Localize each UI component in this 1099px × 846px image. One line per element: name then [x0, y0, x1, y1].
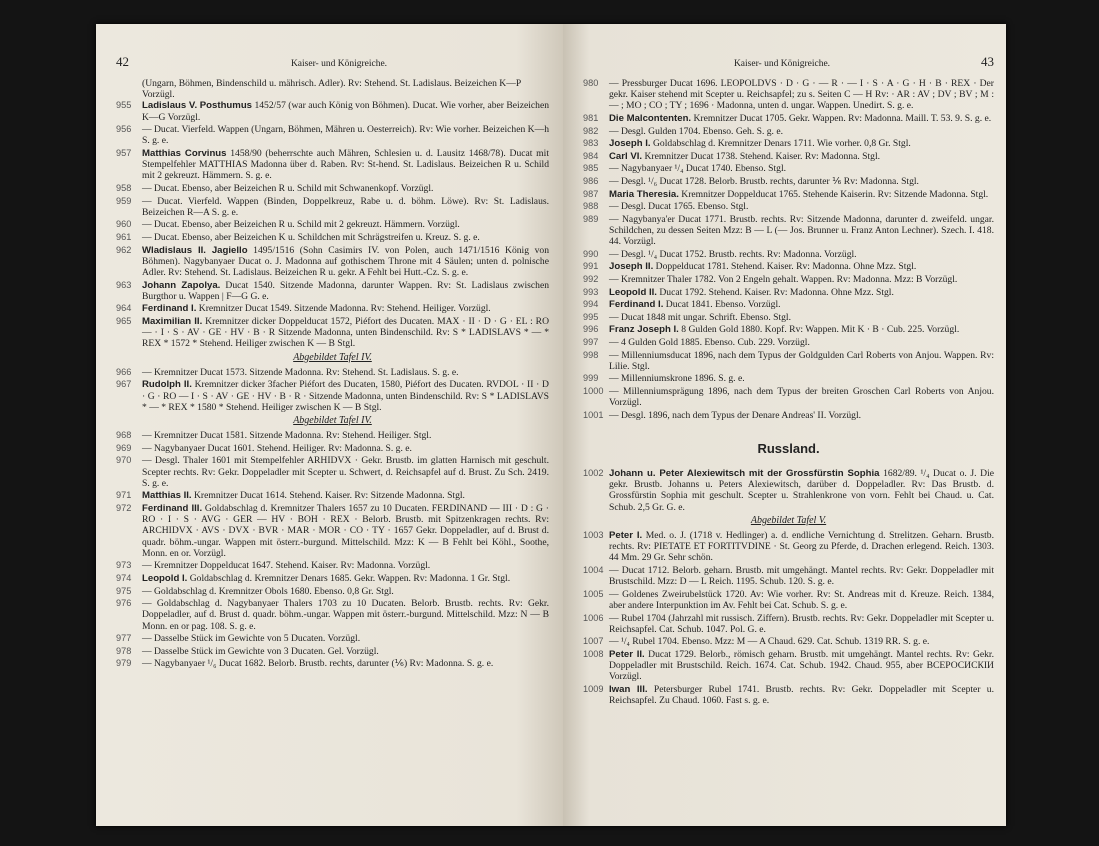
entry-text [142, 148, 549, 182]
entry-text [609, 410, 994, 421]
catalog-entry [116, 598, 549, 632]
entry-number: 974 [116, 572, 132, 583]
catalog-entry [583, 468, 994, 513]
entry-text [609, 373, 994, 384]
entry-text [142, 303, 549, 314]
catalog-entry [583, 565, 994, 587]
catalog-entry [583, 274, 994, 285]
entry-text [609, 249, 994, 260]
entry-text [609, 350, 994, 372]
catalog-entry [583, 312, 994, 323]
entry-text [609, 312, 994, 323]
entry-text [609, 214, 994, 248]
ruler-name: Peter II. [609, 648, 645, 660]
entry-number: 965 [116, 315, 132, 326]
entry-number: 992 [583, 273, 599, 284]
entry-text [609, 189, 994, 200]
left-running-title: Kaiser- und Königreiche. [290, 59, 388, 69]
entry-number: 997 [583, 336, 599, 347]
catalog-entry [583, 324, 994, 335]
ruler-name: Leopold II. [609, 286, 657, 298]
entry-description: — Goldenes Zweirubelstück 1720. Av: Wie vorher. Rv: St. Andreas mit d. Kreuze. Reich. 1384, aber andere Interpunktion im Av. Fehlt bei Cat. Schub. S. g. e. [609, 588, 994, 611]
ruler-name: Leopold I. [142, 572, 188, 584]
entry-number: 1002 [583, 467, 604, 478]
entry-description: Ducat 1540. Sitzende Madonna, darunter Wappen. Rv: St. Ladislaus zwischen Burgthor u. Wappen | F—G G. e. [142, 279, 549, 302]
entry-number: 995 [583, 311, 599, 322]
catalog-entry [583, 299, 994, 310]
catalog-entry [116, 219, 549, 230]
entry-text [609, 201, 994, 212]
entry-number: 964 [116, 303, 132, 314]
entry-number: 987 [583, 188, 599, 199]
entry-description: Ducat 1841. Ebenso. Vorzügl. [665, 299, 781, 311]
entry-number: 955 [116, 100, 132, 111]
entry-text [609, 287, 994, 298]
catalog-entry [583, 176, 994, 187]
ruler-name: Joseph I. [609, 138, 651, 150]
entry-description: Kremnitzer dicker 3facher Piéfort des Ducaten, 1580, Piéfort des Ducaten. RVDOL · II · D · G · RO — I · S · AV · GE · HV · B · R · Sitzende Madonna, unten Bindenschild. Rv: S * LADISLAVS * — * REX * 1580 * Stehend. Heiliger zwischen K — B Stgl. [142, 379, 549, 413]
right-entry-list [583, 78, 994, 421]
entry-number: 982 [583, 125, 599, 136]
entry-number: 1006 [583, 612, 604, 623]
catalog-entry [116, 124, 549, 146]
book-spread [96, 24, 1006, 826]
catalog-entry [116, 646, 549, 657]
ruler-name: Joseph II. [609, 261, 654, 273]
entry-description: — Kremnitzer Ducat 1581. Sitzende Madonna. Rv: Stehend. Heiliger. Stgl. [142, 430, 432, 442]
catalog-entry [583, 636, 994, 647]
catalog-entry [116, 183, 549, 194]
catalog-entry [583, 684, 994, 706]
catalog-entry [116, 658, 549, 669]
entry-text [609, 78, 994, 112]
entry-text [142, 245, 549, 279]
entry-number: 969 [116, 442, 132, 453]
entry-text [609, 468, 994, 513]
entry-description: — Millenniumsducat 1896, nach dem Typus der Goldgulden Carl Roberts von Anjou. Wappen. Rv: Lilie. Stgl. [609, 349, 994, 372]
entry-text [609, 299, 994, 310]
entry-text [142, 490, 549, 501]
entry-description: — Pressburger Ducat 1696. LEOPOLDVS · D · G · — R · — I · S · A · G · H · B · REX · Der gekr. Kaiser stehend mit Scepter u. Reichsapfel; zu s. Seiten C — H Rv: · AR : AV ; DV ; BV ; M : — ; MO ; CO ; TY ; 1696 · Madonna, unten d. ungar. Wappen. Unedirt. S. g. e. [609, 78, 994, 112]
entry-description: — Millenniumskrone 1896. S. g. e. [609, 373, 745, 385]
entry-text [609, 176, 994, 187]
entry-text [609, 530, 994, 564]
entry-text [142, 443, 549, 454]
entry-text [142, 367, 549, 378]
entry-description: Kremnitzer dicker Doppelducat 1572, Piéfort des Ducaten. MAX · II · D · G · EL : RO — · I · S · AV · GE · HV · B · R Sitzende Madonna, unten Bindenschild. Rv: S * LADISLAVS * — * REX * 1572 * Stehend. Heiliger zwischen K — B Stgl. [142, 315, 549, 350]
ruler-name: Johann u. Peter Alexiewitsch mit der Grossfürstin Sophia [609, 467, 880, 479]
russland-entry-list [583, 468, 994, 706]
catalog-entry [116, 455, 549, 489]
entry-number: 962 [116, 244, 132, 255]
ruler-name: Maria Theresia. [609, 188, 679, 200]
entry-number: 956 [116, 124, 132, 135]
ruler-name: Ferdinand III. [142, 502, 203, 514]
entry-number: 983 [583, 138, 599, 149]
right-page-number: 43 [981, 54, 994, 69]
entry-description: Goldabschlag d. Kremnitzer Thalers 1657 zu 10 Ducaten. FERDINAND — III · D : G · RO · I · S · AVG · GER — HV · BOH · REX · Belorb. Brustb. mit Spitzenkragen rechts. Rv: ARCHIDVX · AVS · DVX · BVR · MAR · MOR · CO · TY · 1657 Gekr. Doppeladler, auf d. Brust d. quadr. böhm.-ungar. Wappen mit österr.-burgund. Mittelschild. Mzz: K — B Fehlt bei Köhl., Soothe, Monn. en or. Vorzügl. [142, 502, 549, 559]
ruler-name: Matthias II. [142, 490, 192, 502]
right-page [563, 24, 1006, 826]
entry-description: Ducat 1792. Stehend. Kaiser. Rv: Madonna. Ohne Mzz. Stgl. [659, 286, 894, 298]
catalog-entry [583, 649, 994, 683]
entry-text [142, 183, 549, 194]
entry-text [142, 646, 549, 657]
entry-number: 1008 [583, 648, 604, 659]
entry-number: 1001 [583, 409, 604, 420]
entry-description: Goldabschlag d. Kremnitzer Denars 1711. Wie vorher. 0,8 Gr. Stgl. [653, 138, 911, 150]
entry-description: 1682/89. ¹/₄ Ducat o. J. Die gekr. Brustb. Johanns u. Peters Alexiewitsch, darüber d. Doppeladler. Rv: Das Brustb. d. Grossfürstin Sophia mit geschult. Scepter u. Strahlenkrone von vorn. Fehlt bei Chaud. u. Cat. Schub. 2,5 Gr. G. e. [609, 467, 994, 513]
entry-number: 998 [583, 349, 599, 360]
catalog-entry [116, 443, 549, 454]
entry-description: Med. o. J. (1718 v. Hedlinger) a. d. endliche Vernichtung d. Strelitzen. Geharn. Brustb. rechts. Rv: PIETATE ET FORTITVDINE · St. Georg zu Pferde, d. Drachen erlegend. Reich. 1303. 44 Mm. 29 Gr. Sehr schön. [609, 529, 994, 564]
catalog-entry [583, 138, 994, 149]
ruler-name: Ladislaus V. Posthumus [142, 100, 253, 112]
entry-number: 958 [116, 183, 132, 193]
entry-number: 989 [583, 213, 599, 224]
entry-text [609, 163, 994, 174]
entry-description: Petersburger Rubel 1741. Brustb. rechts. Rv: Gekr. Doppeladler mit Scepter u. Reichsapfel. Zu Chaud. 1060. Fast s. g. e. [609, 683, 994, 707]
entry-description: — Rubel 1704 (Jahrzahl mit russisch. Ziffern). Brustb. rechts. Rv: Gekr. Doppeladler mit Scepter u. Reichsapfel. Cat. Schub. 1047. Pol. G. e. [609, 612, 994, 635]
catalog-entry [583, 337, 994, 348]
catalog-entry [116, 100, 549, 122]
entry-number: 985 [583, 163, 599, 174]
catalog-entry [116, 573, 549, 584]
entry-text [142, 100, 549, 122]
entry-text [609, 261, 994, 272]
entry-number: 967 [116, 379, 132, 390]
entry-text [142, 598, 549, 632]
catalog-entry [116, 280, 549, 302]
catalog-entry [583, 613, 994, 635]
ruler-name: Ferdinand I. [609, 299, 664, 311]
entry-description: Doppelducat 1781. Stehend. Kaiser. Rv: Madonna. Ohne Mzz. Stgl. [655, 261, 917, 273]
catalog-entry [583, 151, 994, 162]
ruler-name: Johann Zapolya. [142, 279, 221, 291]
entry-description: — Nagybanyaer Ducat 1601. Stehend. Heiliger. Rv: Madonna. S. g. e. [142, 442, 412, 454]
entry-number: 970 [116, 455, 132, 466]
entry-text [142, 430, 549, 441]
catalog-entry [583, 113, 994, 124]
entry-number: 978 [116, 645, 132, 656]
entry-description: — Goldabschlag d. Nagybanyaer Thalers 1703 zu 10 Ducaten. Belorb. Brustb. rechts. Rv: Gekr. Doppeladler, auf d. Brust d. quadr. böhm.-ungar. Wappen mit österr.-burgund. Mittelschild. Mzz: N — B Monn. en or pag. 108. S. g. e. [142, 598, 549, 632]
entry-number: 996 [583, 324, 599, 335]
catalog-entry [116, 490, 549, 501]
catalog-entry [116, 245, 549, 279]
entry-text [609, 337, 994, 348]
entry-description: — Desgl. Ducat 1765. Ebenso. Stgl. [609, 201, 749, 213]
entry-text [609, 613, 994, 635]
left-page-number: 42 [116, 54, 129, 69]
ruler-name: Rudolph II. [142, 379, 192, 391]
entry-description: — Ducat. Vierfeld. Wappen (Ungarn, Böhmen, Mähren u. Oesterreich). Rv: Wie vorher. Beizeichen K—h S. g. e. [142, 124, 549, 147]
entry-description: — Ducat 1848 mit ungar. Schrift. Ebenso. Stgl. [609, 311, 791, 323]
entry-text [142, 560, 549, 571]
catalog-entry [583, 189, 994, 200]
entry-number: 991 [583, 261, 599, 272]
entry-number: 986 [583, 175, 599, 186]
entry-text [609, 684, 994, 706]
entry-text [142, 219, 549, 230]
entry-number: 961 [116, 231, 132, 242]
entry-description: 1458/90 (beherrschte auch Mähren, Schlesien u. d. Lausitz 1468/78). Ducat mit Stempelfehler MATTHIAS Madonna über d. Raben. Rv: St-hend. St. Ladislaus. Beizeichen R u. Schild mit 2 gekreuzt. Hämmern. S. g. e. [142, 148, 549, 182]
entry-text [142, 316, 549, 350]
entry-text [142, 196, 549, 218]
entry-description: — Dasselbe Stück im Gewichte von 3 Ducaten. Gel. Vorzügl. [142, 645, 379, 657]
plate-caption: Abgebildet Tafel IV. [293, 414, 372, 426]
entry-number: 1000 [583, 385, 604, 396]
entry-description: Kremnitzer Ducat 1614. Stehend. Kaiser. Rv: Sitzende Madonna. Stgl. [193, 490, 465, 502]
entry-description: — Nagybanya'er Ducat 1771. Brustb. rechts. Rv: Sitzende Madonna, darunter d. zweifeld. ungar. Schildchen, zu dessen Seiten Mzz: B — L (— Jos. Brunner u. Franz Anton Lechner). Szech. I. 418. 44. Vorzügl. [609, 213, 994, 248]
entry-description: — Goldabschlag d. Kremnitzer Obols 1680. Ebenso. 0,8 Gr. Stgl. [142, 585, 394, 597]
catalog-entry [583, 214, 994, 248]
catalog-entry [116, 586, 549, 597]
right-page-header [583, 54, 994, 70]
entry-description: — Dasselbe Stück im Gewichte von 5 Ducaten. Vorzügl. [142, 633, 361, 645]
entry-text [609, 274, 994, 285]
entry-number: 1004 [583, 564, 604, 575]
continuation-text: (Ungarn, Böhmen, Bindenschild u. mährisch. Adler). Rv: Stehend. St. Ladislaus. Beizeichen K—P Vorzügl. [142, 78, 521, 101]
entry-text [609, 138, 994, 149]
catalog-entry [583, 163, 994, 174]
ruler-name: Carl VI. [609, 150, 643, 162]
catalog-entry [583, 350, 994, 372]
entry-description: 1452/57 (war auch König von Böhmen). Ducat. Wie vorher, aber Beizeichen K—G Vorzügl. [142, 100, 549, 123]
catalog-entry [583, 126, 994, 137]
catalog-entry [116, 303, 549, 314]
entry-number: 994 [583, 299, 599, 310]
section-title: Russland. [757, 440, 820, 456]
entry-description: — Ducat 1712. Belorb. geharn. Brustb. mit umgehängt. Mantel rechts. Rv: Gekr. Doppeladler mit Brustschild. Mzz: D — L Reich. 1195. Schub. 120. S. g. e. [609, 564, 994, 588]
catalog-entry [116, 379, 549, 413]
entry-number: 977 [116, 633, 132, 644]
entry-text [142, 232, 549, 243]
entry-text [609, 589, 994, 611]
entry-number: 1003 [583, 529, 604, 540]
catalog-entry [583, 386, 994, 408]
entry-text [609, 649, 994, 683]
entry-text [609, 126, 994, 137]
entry-description: — Ducat. Ebenso, aber Beizeichen R u. Schild mit 2 gekreuzt. Hämmern. Vorzügl. [142, 219, 460, 231]
entry-description: — Desgl. Gulden 1704. Ebenso. Geh. S. g. e. [609, 125, 783, 137]
entry-description: — 4 Gulden Gold 1885. Ebenso. Cub. 229. Vorzügl. [609, 336, 810, 348]
entry-number: 966 [116, 366, 132, 377]
entry-text [142, 455, 549, 489]
entry-description: — Ducat. Vierfeld. Wappen (Binden, Doppelkreuz, Rabe u. d. böhm. Löwe). Rv: St. Ladislaus. Beizeichen R—A S. g. e. [142, 195, 549, 218]
entry-description: — Desgl. Thaler 1601 mit Stempelfehler ARHIDVX · Gekr. Brustb. im glatten Harnisch mit geschult. Scepter rechts. Rv: Gekr. Doppeladler mit Scepter u. Schwert, d. Reichsapfel auf d. Brust. Zu Sch. 2419. S. g. e. [142, 455, 549, 489]
catalog-entry [116, 196, 549, 218]
entry-number: 957 [116, 148, 132, 158]
ruler-name: Die Malcontenten. [609, 113, 692, 124]
entry-description: Ducat 1729. Belorb., römisch geharn. Brustb. mit umgehängt. Mantel rechts. Rv: Gekr. Doppeladler mit Brustschild. Reich. 1674. Cat. Schub. 1942. Chaud. 955, aber ВСЕРОСИСКІИ Vorzügl. [609, 648, 994, 683]
left-entry-list [116, 78, 549, 670]
entry-description: — Nagybanyaer ¹/₆ Ducat 1682. Belorb. Brustb. rechts, darunter (⅙) Rv: Madonna. S. g. e. [142, 658, 494, 670]
entry-description: 1495/1516 (Sohn Casimirs IV. von Polen, auch 1471/1516 König von Böhmen). Nagybanyaer Ducat o. J. Madonna auf gothischem Throne mit 4 Säulen; unten d. polnische Adler. Rv: Stehend. St. Ladislaus. Beizeichen R u. gekr. A Fehlt bei Hutt.-Cz. S. g. e. [142, 244, 549, 278]
entry-number: 988 [583, 201, 599, 212]
entry-number: 990 [583, 248, 599, 259]
entry-description: — Ducat. Ebenso, aber Beizeichen K u. Schildchen mit Schrägstreifen u. Kreuz. S. g. e. [142, 231, 480, 243]
entry-text [142, 503, 549, 559]
entry-number: 999 [583, 373, 599, 384]
entry-number: 979 [116, 658, 132, 669]
entry-description: — Nagybanyaer ¹/₄ Ducat 1740. Ebenso. Stgl. [609, 163, 787, 175]
entry-number: 968 [116, 430, 132, 441]
catalog-entry [116, 367, 549, 378]
entry-text [142, 379, 549, 413]
entry-number: 971 [116, 490, 132, 501]
entry-number: 975 [116, 585, 132, 596]
catalog-entry [116, 232, 549, 243]
right-running-title: Kaiser- und Königreiche. [733, 59, 831, 69]
entry-description: Kremnitzer Ducat 1738. Stehend. Kaiser. Rv: Madonna. Stgl. [644, 150, 881, 162]
entry-description: 8 Gulden Gold 1880. Kopf. Rv: Wappen. Mit K · B · Cub. 225. Vorzügl. [681, 324, 960, 336]
ruler-name: Wladislaus II. Jagiello [142, 244, 248, 256]
entry-text [609, 151, 994, 162]
entry-description: — Millenniumsprägung 1896, nach dem Typus der breiten Groschen Carl Roberts von Anjou. Vorzügl. [609, 385, 994, 409]
ruler-name: Iwan III. [609, 683, 648, 695]
catalog-entry [116, 503, 549, 559]
entry-description: Kremnitzer Ducat 1549. Sitzende Madonna. Rv: Stehend. Heiliger. Vorzügl. [198, 303, 491, 315]
plate-caption: Abgebildet Tafel IV. [293, 351, 372, 363]
entry-text [609, 324, 994, 335]
catalog-entry [116, 560, 549, 571]
entry-number: 963 [116, 279, 132, 290]
entry-description: Kremnitzer Ducat 1705. Gekr. Wappen. Rv: Madonna. Maill. T. 53. 9. S. g. e. [693, 113, 992, 124]
entry-description: — Kremnitzer Ducat 1573. Sitzende Madonna. Rv: Stehend. St. Ladislaus. S. g. e. [142, 366, 459, 378]
catalog-entry [583, 530, 994, 564]
catalog-entry [583, 589, 994, 611]
entry-number: 984 [583, 150, 599, 161]
entry-text [609, 565, 994, 587]
ruler-name: Maximilian II. [142, 315, 203, 327]
entry-text [142, 586, 549, 597]
entry-text [142, 658, 549, 669]
entry-text [142, 573, 549, 584]
entry-number: 1009 [583, 683, 604, 694]
entry-description: Kremnitzer Doppelducat 1765. Stehende Kaiserin. Rv: Sitzende Madonna. Stgl. [681, 188, 989, 200]
entry-description: — ¹/₄ Rubel 1704. Ebenso. Mzz: M — A Chaud. 629. Cat. Schub. 1319 RR. S. g. e. [609, 636, 930, 648]
entry-text [142, 280, 549, 302]
catalog-entry [116, 633, 549, 644]
entry-text [142, 633, 549, 644]
ruler-name: Ferdinand I. [142, 303, 197, 315]
catalog-entry [583, 410, 994, 421]
catalog-entry [583, 287, 994, 298]
entry-text [609, 636, 994, 647]
entry-number: 972 [116, 502, 132, 513]
catalog-entry [583, 249, 994, 260]
left-page [96, 24, 563, 826]
entry-number: 959 [116, 195, 132, 206]
entry-description: — Desgl. ¹/₆ Ducat 1728. Belorb. Brustb. rechts, darunter ⅙ Rv: Madonna. Stgl. [609, 175, 919, 187]
ruler-name: Matthias Corvinus [142, 148, 227, 159]
entry-number: 981 [583, 113, 599, 123]
ruler-name: Franz Joseph I. [609, 324, 679, 336]
entry-number: 960 [116, 219, 132, 230]
entry-text [142, 124, 549, 146]
plate-caption: Abgebildet Tafel V. [750, 514, 827, 526]
entry-description: — Kremnitzer Doppelducat 1647. Stehend. Kaiser. Rv: Madonna. Vorzügl. [142, 560, 431, 572]
entry-number: 1007 [583, 636, 604, 647]
catalog-entry [116, 430, 549, 441]
entry-description: — Desgl. ¹/₄ Ducat 1752. Brustb. rechts. Rv: Madonna. Vorzügl. [609, 248, 857, 260]
left-page-header [116, 54, 549, 70]
catalog-entry [583, 201, 994, 212]
catalog-entry [583, 373, 994, 384]
entry-number: 1005 [583, 588, 604, 599]
catalog-entry [116, 148, 549, 182]
entry-description: — Ducat. Ebenso, aber Beizeichen R u. Schild mit Schwanenkopf. Vorzügl. [142, 183, 434, 194]
entry-number: 976 [116, 598, 132, 609]
entry-number: 993 [583, 286, 599, 297]
entry-text [609, 113, 994, 124]
ruler-name: Peter I. [609, 529, 643, 541]
entry-description: — Desgl. 1896, nach dem Typus der Denare Andreas' II. Vorzügl. [609, 409, 862, 421]
entry-number: 973 [116, 560, 132, 571]
catalog-entry [116, 316, 549, 350]
entry-description: — Kremnitzer Thaler 1782. Von 2 Engeln gehalt. Wappen. Rv: Madonna. Mzz: B Vorzügl. [609, 273, 958, 285]
catalog-entry [583, 78, 994, 112]
catalog-entry [583, 261, 994, 272]
entry-number: 980 [583, 78, 599, 88]
entry-description: Goldabschlag d. Kremnitzer Denars 1685. Gekr. Wappen. Rv: Madonna. 1 Gr. Stgl. [189, 572, 511, 584]
entry-text [609, 386, 994, 408]
